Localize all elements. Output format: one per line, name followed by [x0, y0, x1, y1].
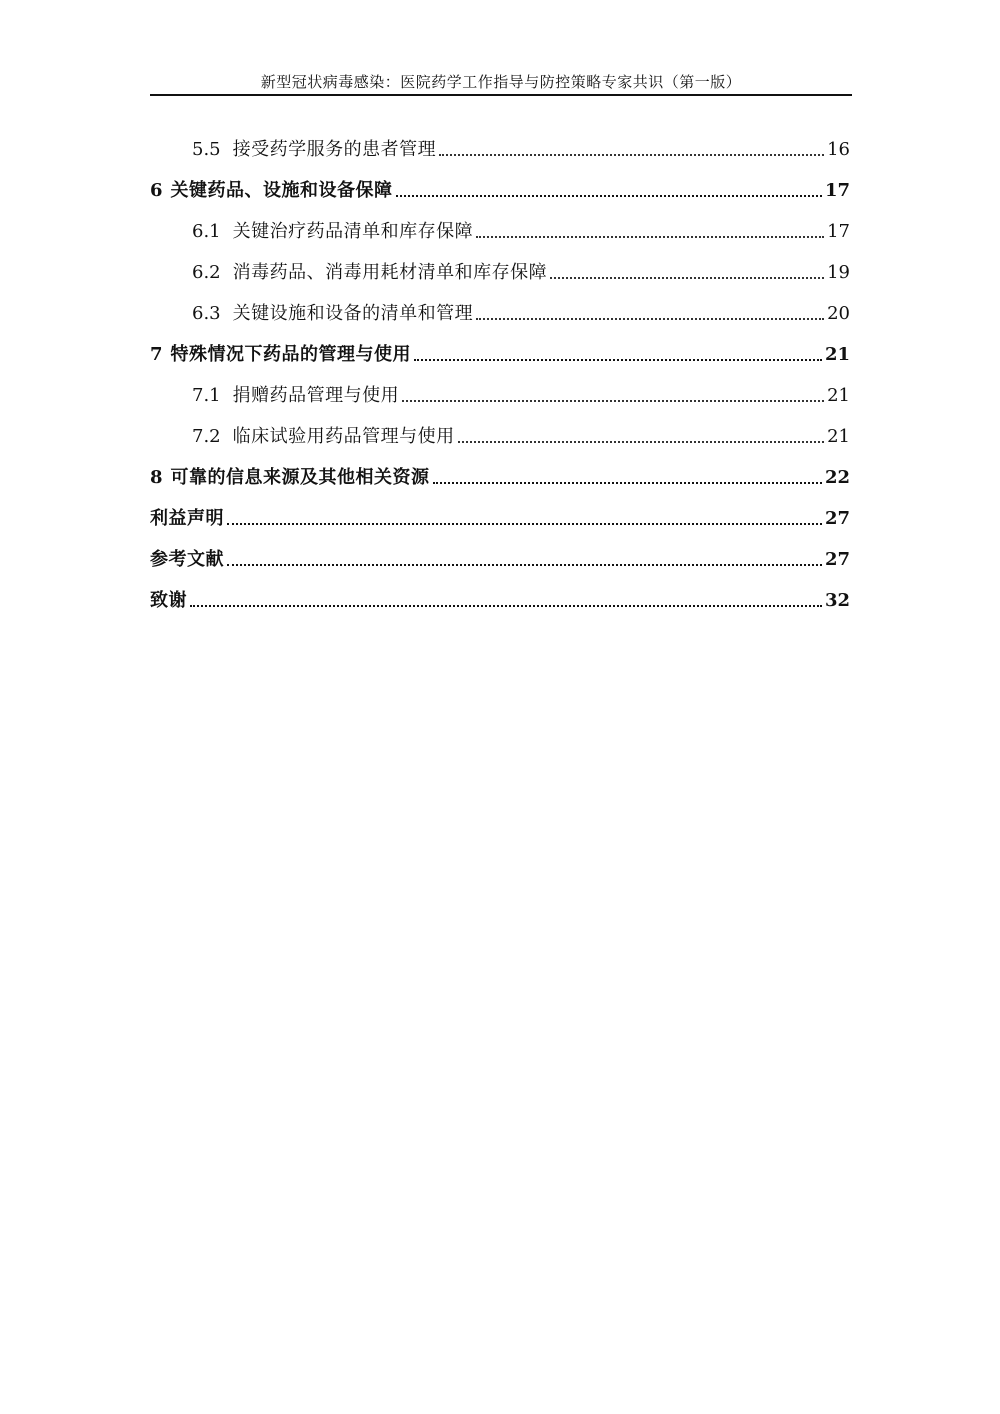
toc-entry-number: 6.3: [192, 303, 221, 324]
dot-leader: [550, 277, 824, 279]
toc-entry-title: 捐赠药品管理与使用: [232, 385, 400, 406]
toc-entry-page: 21: [824, 344, 850, 365]
toc-entry-page: 21: [827, 426, 850, 447]
toc-entry-page: 22: [824, 467, 850, 488]
toc-entry-number: 6.2: [192, 262, 221, 283]
toc-entry-title: 利益声明: [150, 508, 224, 529]
running-header: 新型冠状病毒感染：医院药学工作指导与防控策略专家共识（第一版）: [260, 73, 742, 91]
toc-entry-page: 17: [824, 180, 850, 201]
dot-leader: [227, 523, 822, 525]
toc-entry-title: 可靠的信息来源及其他相关资源: [170, 467, 430, 488]
toc-entry-7-2[interactable]: [150, 408, 850, 449]
dot-leader: [476, 318, 824, 320]
dot-leader: [190, 605, 822, 607]
toc-entry-7[interactable]: [150, 326, 850, 367]
toc-entry-title: 致谢: [150, 590, 187, 611]
dot-leader: [439, 154, 824, 156]
toc-entry-page: 32: [824, 590, 850, 611]
toc-entry-title: 消毒药品、消毒用耗材清单和库存保障: [232, 262, 548, 283]
toc-entry-number: 7.2: [192, 426, 221, 447]
header-rule: [150, 94, 852, 96]
toc-entry-title: 参考文献: [150, 549, 224, 570]
toc-entry-title: 特殊情况下药品的管理与使用: [170, 344, 412, 365]
toc-entry-8[interactable]: [150, 449, 850, 490]
dot-leader: [396, 195, 822, 197]
toc-entry-number: 8: [150, 467, 163, 488]
toc-entry-page: 27: [824, 549, 850, 570]
toc-entry-title: 关键治疗药品清单和库存保障: [232, 221, 474, 242]
toc-entry-page: 16: [827, 139, 850, 160]
toc-entry-6[interactable]: [150, 162, 850, 203]
dot-leader: [227, 564, 822, 566]
toc-entry-acknowledgements[interactable]: [150, 572, 850, 613]
toc-entry-7-1[interactable]: [150, 367, 850, 408]
toc-entry-number: 5.5: [192, 139, 221, 160]
dot-leader: [433, 482, 822, 484]
toc-entry-5-5[interactable]: [150, 121, 850, 162]
toc-entry-title: 关键设施和设备的清单和管理: [232, 303, 474, 324]
toc-entry-page: 27: [824, 508, 850, 529]
toc-entry-number: 6.1: [192, 221, 221, 242]
toc-entry-title: 临床试验用药品管理与使用: [232, 426, 455, 447]
toc-entry-6-1[interactable]: [150, 203, 850, 244]
toc-entry-page: 21: [827, 385, 850, 406]
toc-entry-number: 6: [150, 180, 163, 201]
toc-entry-title: 关键药品、设施和设备保障: [170, 180, 393, 201]
toc-entry-conflict-of-interest[interactable]: [150, 490, 850, 531]
toc-entry-title: 接受药学服务的患者管理: [232, 139, 437, 160]
toc-entry-page: 20: [827, 303, 850, 324]
toc-entry-references[interactable]: [150, 531, 850, 572]
toc-entry-page: 17: [827, 221, 850, 242]
toc-entry-6-3[interactable]: [150, 285, 850, 326]
dot-leader: [414, 359, 822, 361]
toc-entry-page: 19: [827, 262, 850, 283]
dot-leader: [476, 236, 824, 238]
dot-leader: [458, 441, 824, 443]
toc-entry-6-2[interactable]: [150, 244, 850, 285]
toc-entry-number: 7: [150, 344, 163, 365]
table-of-contents: [150, 121, 850, 613]
toc-entry-number: 7.1: [192, 385, 221, 406]
dot-leader: [402, 400, 824, 402]
